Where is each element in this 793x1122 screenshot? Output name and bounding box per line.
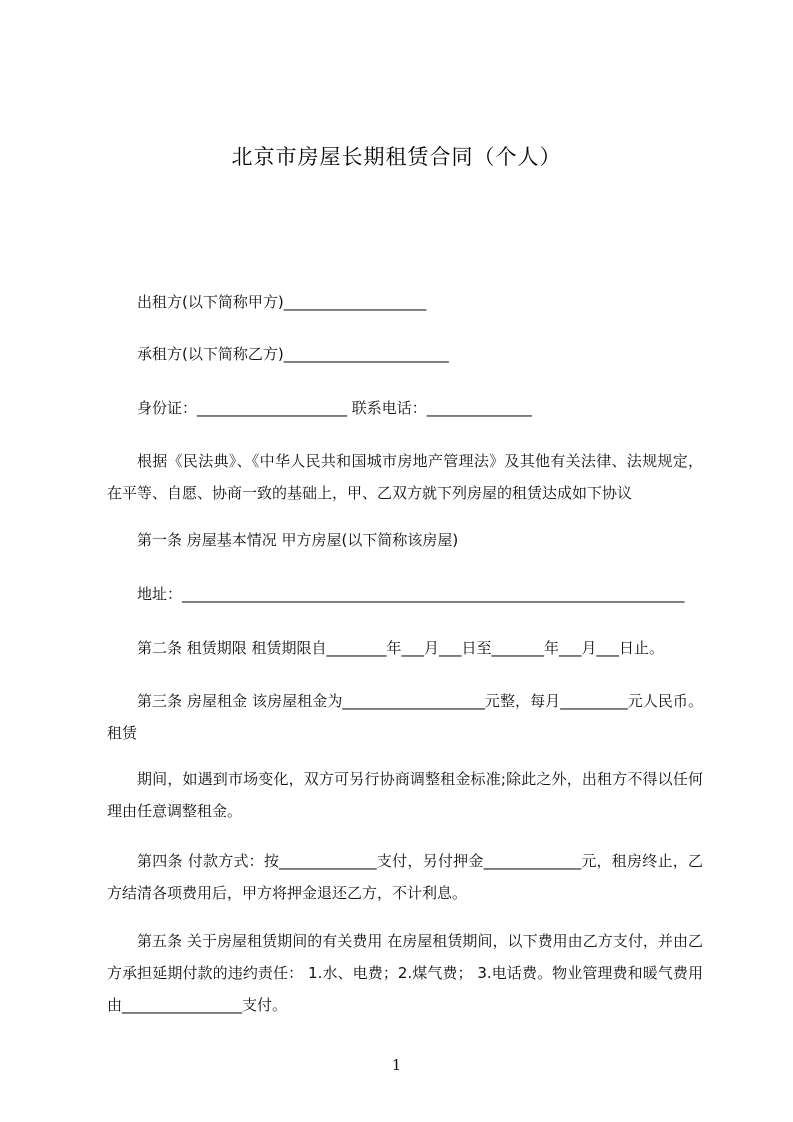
article-1: 第一条 房屋基本情况 甲方房屋(以下简称该房屋) [137, 531, 459, 549]
address-line: 地址：___________________________________________________________________ [137, 585, 685, 603]
article-5: 第五条 关于房屋租赁期间的有关费用 在房屋租赁期间，以下费用由乙方支付，并由乙方承担延期付款的违约责任： 1.水、电费；2.煤气费； 3.电话费。物业管理费和暖气费用由________________支付。 [107, 932, 703, 1014]
preamble-paragraph: 根据《民法典》、《中华人民共和国城市房地产管理法》及其他有关法律、法规规定，在平等、自愿、协商一致的基础上，甲、乙双方就下列房屋的租赁达成如下协议 [107, 452, 703, 502]
article-2: 第二条 租赁期限 租赁期限自________年___月___日至_______年___月___日止。 [137, 639, 665, 657]
page-number: 1 [391, 1056, 402, 1074]
lessor-line: 出租方(以下简称甲方)___________________ [137, 293, 427, 311]
article-4: 第四条 付款方式：按_____________支付，另付押金_____________元，租房终止，乙方结清各项费用后，甲方将押金退还乙方，不计利息。 [107, 852, 703, 902]
article-3-continued: 期间，如遇到市场变化，双方可另行协商调整租金标准;除此之外，出租方不得以任何理由任意调整租金。 [107, 770, 703, 820]
id-contact-line: 身份证：____________________ 联系电话：______________ [137, 399, 532, 417]
document-title: 北京市房屋长期租赁合同（个人） [231, 145, 562, 169]
lessee-line: 承租方(以下简称乙方)______________________ [137, 345, 449, 363]
article-3: 第三条 房屋租金 该房屋租金为___________________元整，每月_________元人民币。 租赁 [107, 692, 703, 742]
